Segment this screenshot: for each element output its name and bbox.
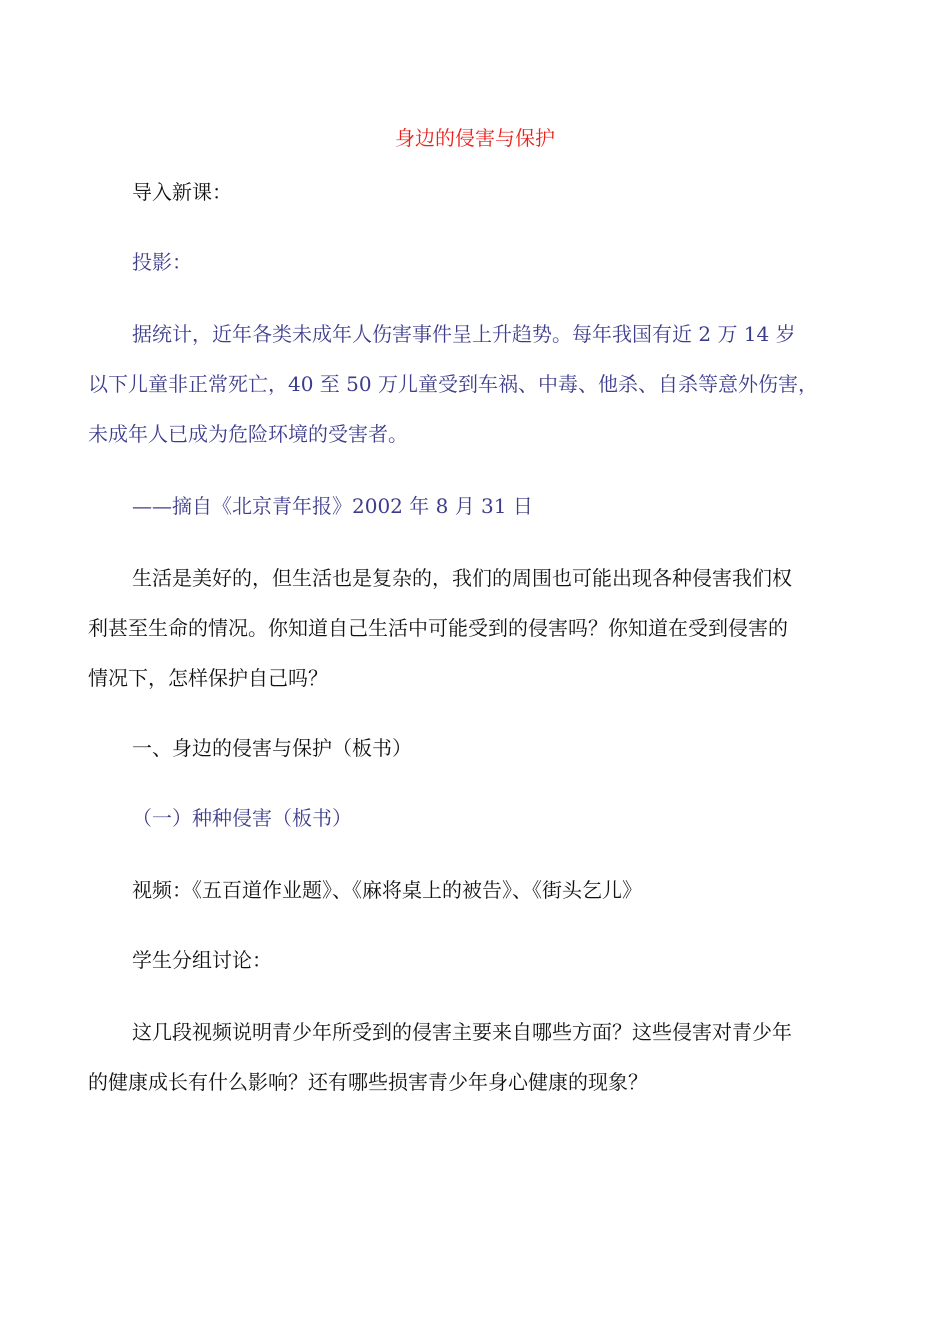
stats-line-2: 以下儿童非正常死亡，40 至 50 万儿童受到车祸、中毒、他杀、自杀等意外伤害，: [88, 372, 818, 396]
section-heading-1: 一、身边的侵害与保护（板书）: [132, 736, 412, 760]
document-title: 身边的侵害与保护: [395, 126, 555, 150]
question-line-1: 这几段视频说明青少年所受到的侵害主要来自哪些方面？这些侵害对青少年: [132, 1020, 792, 1044]
intro-heading: 导入新课：: [132, 180, 232, 204]
life-line-1: 生活是美好的，但生活也是复杂的，我们的周围也可能出现各种侵害我们权: [132, 566, 792, 590]
discussion-heading: 学生分组讨论：: [132, 948, 272, 972]
videos-line: 视频：《五百道作业题》、《麻将桌上的被告》、《街头乞儿》: [132, 878, 642, 902]
life-line-3: 情况下，怎样保护自己吗？: [88, 666, 328, 690]
stats-line-1: 据统计，近年各类未成年人伤害事件呈上升趋势。每年我国有近 2 万 14 岁: [132, 322, 796, 346]
question-line-2: 的健康成长有什么影响？还有哪些损害青少年身心健康的现象？: [88, 1070, 648, 1094]
life-line-2: 利甚至生命的情况。你知道自己生活中可能受到的侵害吗？你知道在受到侵害的: [88, 616, 788, 640]
subsection-heading-1: （一）种种侵害（板书）: [132, 806, 352, 830]
stats-line-3: 未成年人已成为危险环境的受害者。: [88, 422, 408, 446]
projection-label: 投影：: [132, 250, 192, 274]
source-citation: ——摘自《北京青年报》2002 年 8 月 31 日: [132, 494, 533, 518]
